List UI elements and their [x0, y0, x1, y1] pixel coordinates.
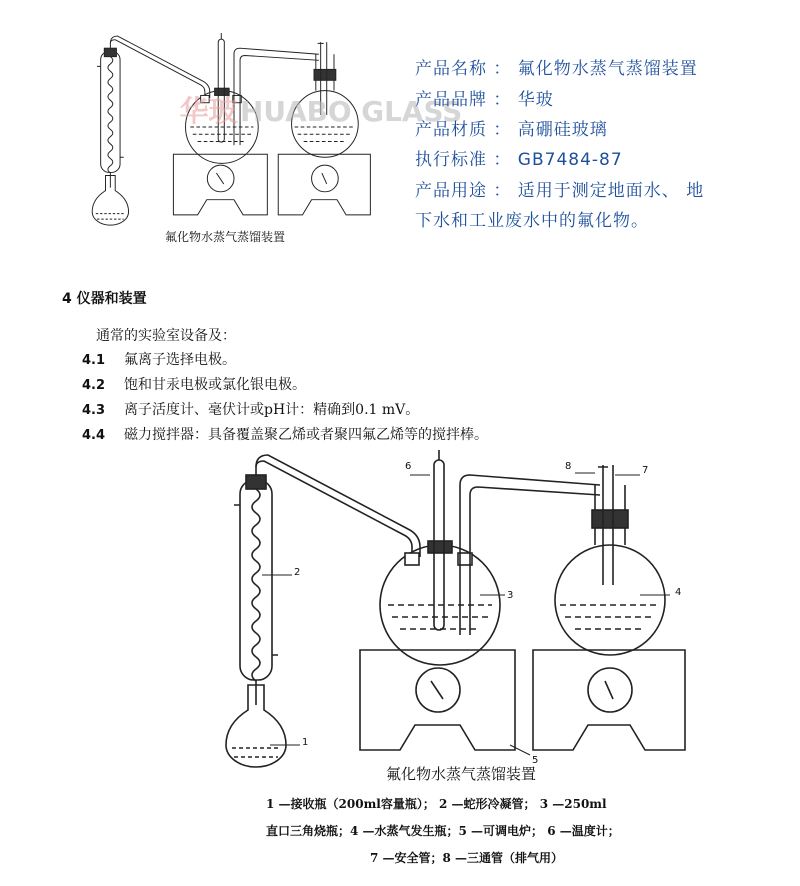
small-diagram-caption: 氟化物水蒸气蒸馏装置 [165, 230, 286, 244]
legend-line-1: 1 —接收瓶（200ml容量瓶）； 2 —蛇形冷凝管； 3 —250ml [266, 797, 607, 811]
product-standard: 执行标准 ： GB7484-87 [415, 150, 623, 170]
watermark-logo: 华玻 [179, 93, 238, 128]
label-8: 8 [565, 461, 572, 472]
label-2: 2 [294, 567, 301, 578]
label-5: 5 [532, 755, 539, 766]
item-text: 磁力搅拌器：具备覆盖聚乙烯或者聚四氟乙烯等的搅拌棒。 [124, 427, 488, 443]
legend-line-3: 7 —安全管；8 —三通管（排气用） [370, 851, 564, 865]
label-1: 1 [302, 737, 309, 748]
list-item [82, 374, 306, 394]
section-heading: 4 仪器和装置 [62, 291, 147, 307]
product-brand: 产品品牌 ： 华玻 [415, 90, 554, 110]
list-item [82, 399, 419, 419]
watermark-text: HUABO GLASS [240, 94, 463, 128]
label-3: 3 [507, 590, 514, 601]
item-number: 4.1 [82, 353, 106, 368]
item-number: 4.3 [82, 403, 106, 418]
apparatus-diagram [220, 445, 700, 775]
item-text: 氟离子选择电极。 [124, 352, 236, 368]
legend-line-2: 直口三角烧瓶；4 —水蒸气发生瓶；5 —可调电炉； 6 —温度计； [266, 824, 620, 838]
product-material: 产品材质 ： 高硼硅玻璃 [415, 120, 608, 140]
product-name: 产品名称 ： 氟化物水蒸气蒸馏装置 [415, 59, 698, 79]
list-item [82, 424, 488, 444]
item-number: 4.4 [82, 428, 106, 443]
item-number: 4.2 [82, 378, 106, 393]
list-item [82, 349, 236, 369]
item-text: 离子活度计、毫伏计或pH计：精确到0.1 mV。 [124, 402, 420, 418]
figure-caption: 氟化物水蒸气蒸馏装置 [386, 765, 537, 783]
section-intro: 通常的实验室设备及： [96, 328, 236, 344]
product-usage: 产品用途 ： 适用于测定地面水、 地 [415, 181, 705, 201]
small-apparatus-diagram [64, 30, 463, 230]
label-4: 4 [675, 587, 682, 598]
label-6: 6 [405, 461, 412, 472]
item-text: 饱和甘汞电极或氯化银电极。 [124, 377, 306, 393]
label-7: 7 [642, 465, 649, 476]
product-usage-cont: 下水和工业废水中的氟化物。 [415, 211, 649, 231]
